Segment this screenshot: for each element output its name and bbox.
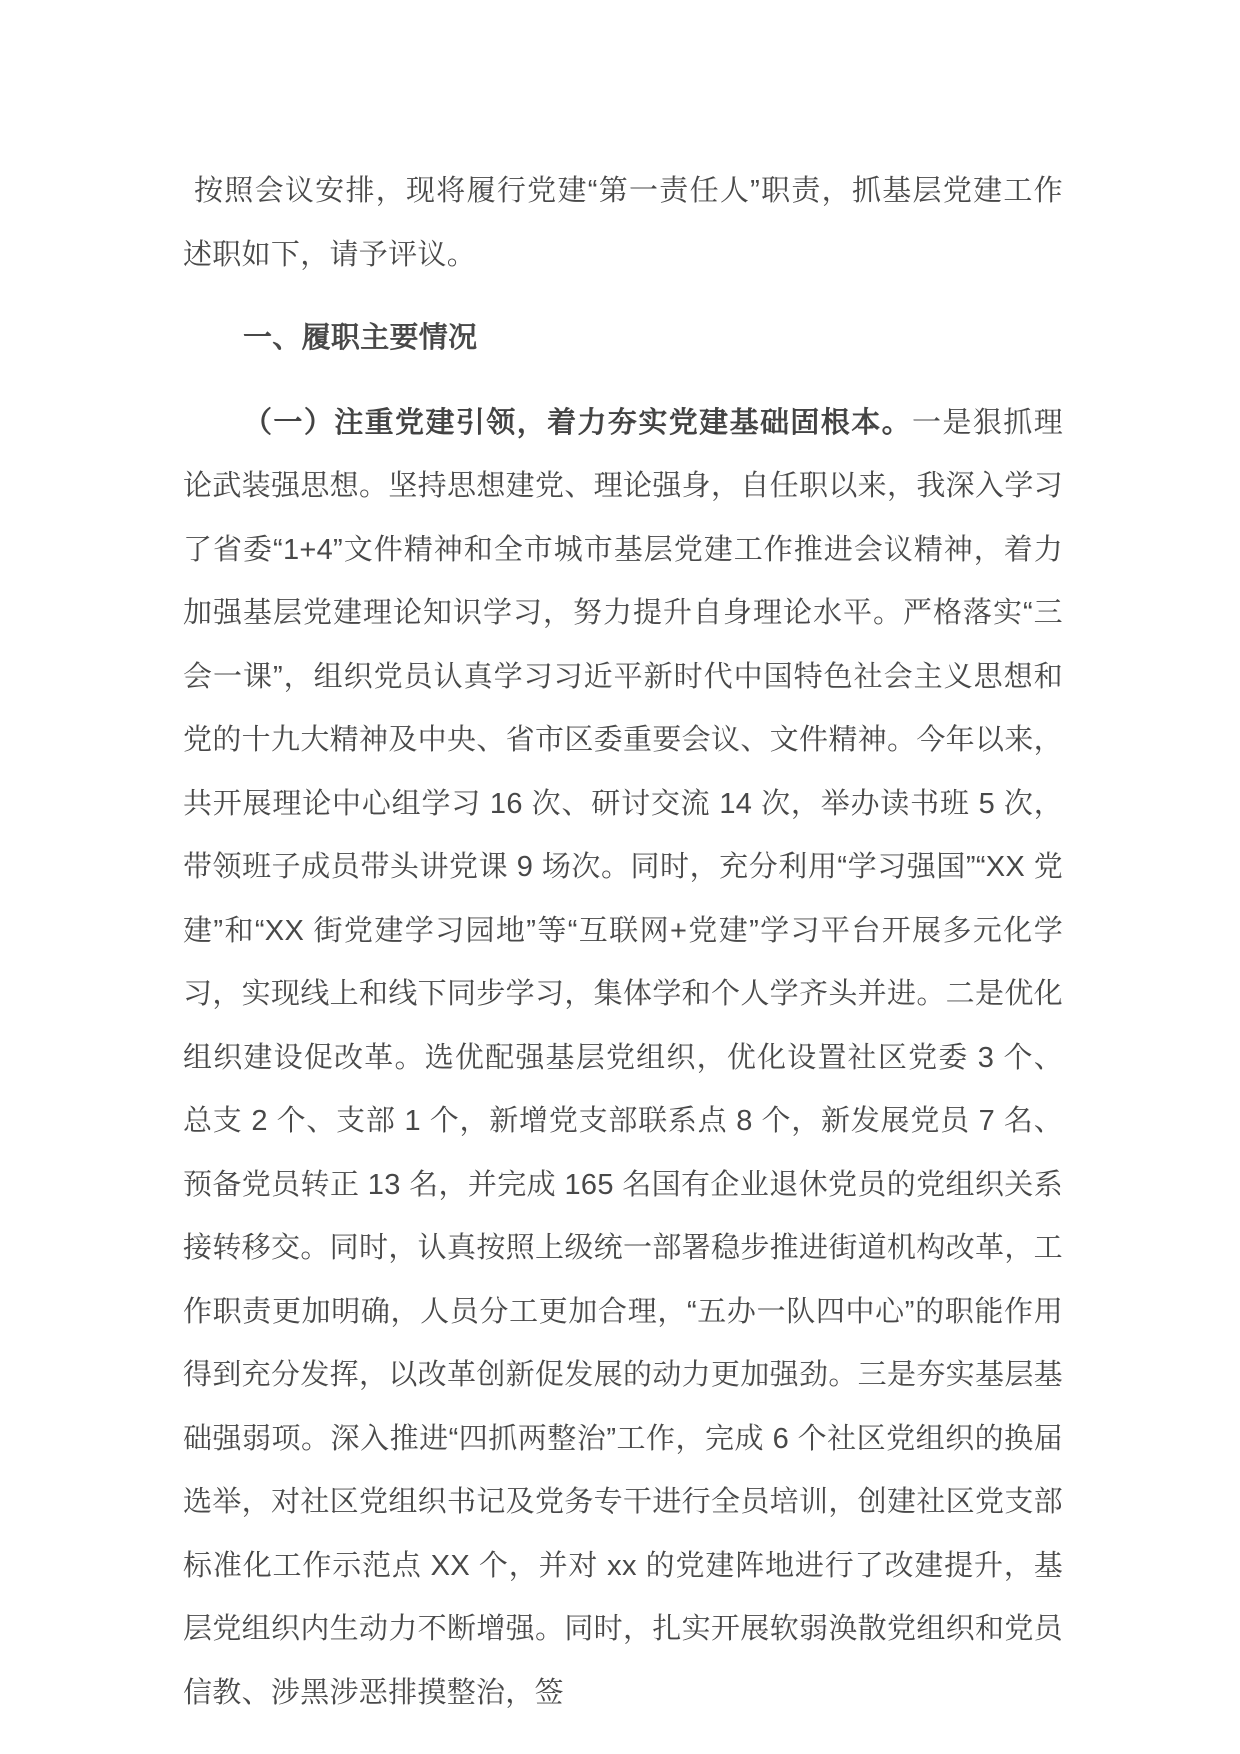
subsection-lead-bold: （一）注重党建引领，着力夯实党建基础固根本。 (243, 406, 913, 439)
subsection-paragraph (183, 392, 1063, 1726)
section-heading: 一、履职主要情况 (243, 322, 478, 354)
intro-paragraph: 按照会议安排，现将履行党建“第一责任人”职责，抓基层党建工作述职如下，请予评议。 (183, 175, 1063, 271)
subsection-body-text: 一是狠抓理论武装强思想。坚持思想建党、理论强身，自任职以来，我深入学习了省委“1+4”文件精神和全市城市基层党建工作推进会议精神，着力加强基层党建理论知识学习，努力提升自身理论水平。严格落实“三会一课”，组织党员认真学习习近平新时代中国特色社会主义思想和党的十九大精神及中央、省市区委重要会议、文件精神。今年以来，共开展理论中心组学习 16 次、研讨交流 14 次，举办读书班 5 次，带领班子成员带头讲党课 9 场次。同时，充分利用“学习强国”“XX 党建”和“XX 街党建学习园地”等“互联网+党建”学习平台开展多元化学习，实现线上和线下同步学习，集体学和个人学齐头并进。二是优化组织建设促改革。选优配强基层党组织，优化设置社区党委 3 个、总支 2 个、支部 1 个，新增党支部联系点 8 个，新发展党员 7 名、预备党员转正 13 名，并完成 165 名国有企业退休党员的党组织关系接转移交。同时，认真按照上级统一部署稳步推进街道机构改革，工作职责更加明确，人员分工更加合理，“五办一队四中心”的职能作用得到充分发挥，以改革创新促发展的动力更加强劲。三是夯实基层基础强弱项。深入推进“四抓两整治”工作，完成 6 个社区党组织的换届选举，对社区党组织书记及党务专干进行全员培训，创建社区党支部标准化工作示范点 XX 个，并对 xx 的党建阵地进行了改建提升，基层党组织内生动力不断增强。同时，扎实开展软弱涣散党组织和党员信教、涉黑涉恶排摸整治，签 (183, 406, 1063, 1709)
